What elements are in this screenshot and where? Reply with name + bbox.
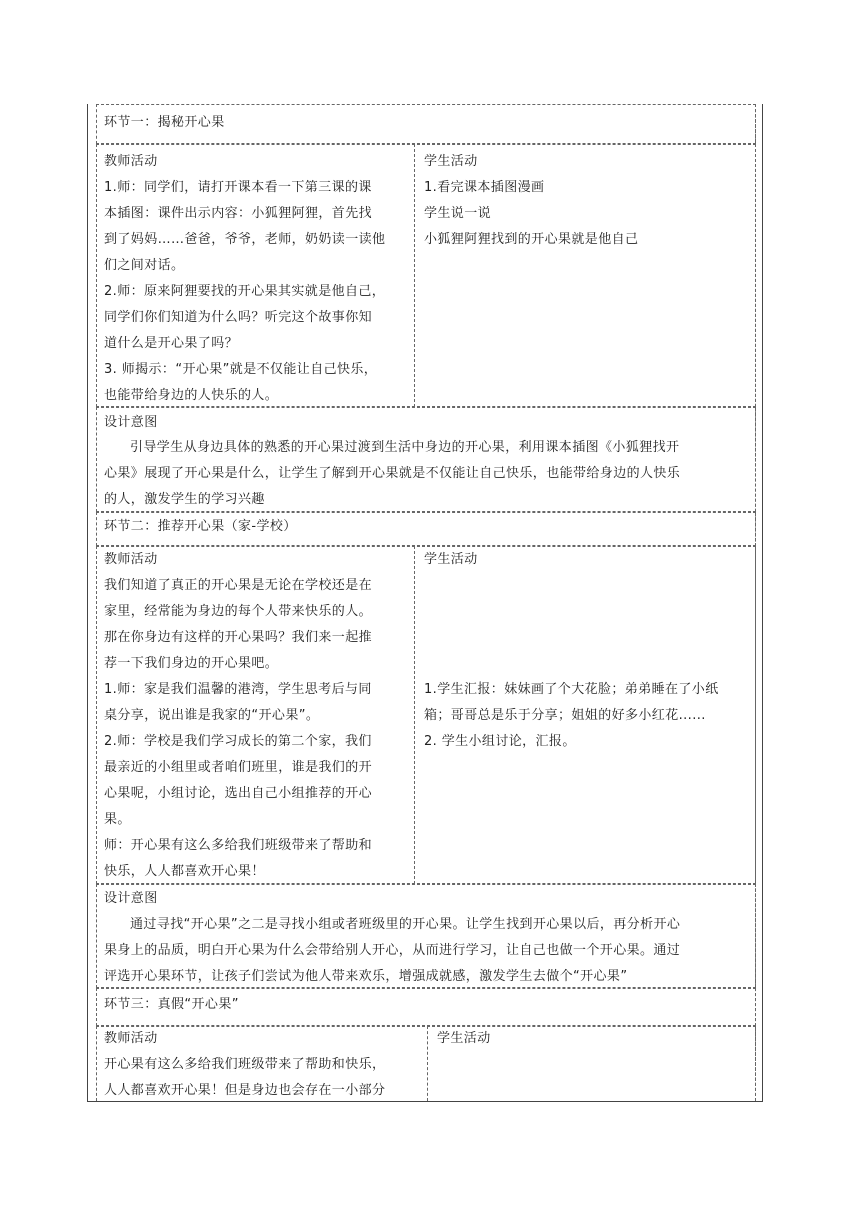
section2-title: 环节二：推荐开心果（家-学校） <box>104 519 297 534</box>
section3-teacher-header: 教师活动 <box>104 1031 158 1046</box>
section3-title: 环节三：真假“开心果” <box>104 997 239 1012</box>
section2-teacher-header: 教师活动 <box>104 552 158 567</box>
section2-student-header: 学生活动 <box>424 552 478 567</box>
section2-design-header: 设计意图 <box>104 891 158 906</box>
section1-teacher-header: 教师活动 <box>104 154 158 169</box>
section3-student-header: 学生活动 <box>437 1031 491 1046</box>
section1-design-header: 设计意图 <box>104 415 158 430</box>
section1-student-header: 学生活动 <box>424 154 478 169</box>
section2-column-divider <box>414 546 415 884</box>
section1-column-divider <box>414 144 415 407</box>
lesson-table: 环节一：揭秘开心果 教师活动 1.师：同学们，请打开课本看一下第三课的课 本插图：课件出示内容：小狐狸阿狸，首先找 到了妈妈……爸爸，爷爷，老师，奶奶读一读他 们之间对话。 2.师：原来阿狸要找的开心果其实就是他自己， 同学们你们知道为什么吗？听完这个故事你知 道什么是开心果了吗？ 3. 师揭示：“开心果”就是不仅能让自己快乐， 也能带给身边的人快乐的人。 学生活动 1.看完课本插图漫画 学生说一说 小狐狸阿狸找到的开心果就是他自己 设计意图 引导学生从身边具体的熟悉的开心果过渡到生活中身边的开心果，利用课本插图《小狐狸找开 心果》展现了开心果是什么，让学生了解到开心果就是不仅能让自己快乐，也能带给身边的人快乐 的人，激发学生的学习兴趣 环节二：推荐开心果（家-学校） 教师活动 我们知道了真正的开心果是无论在学校还是在 家里，经常能为身边的每个人带来快乐的人。 那在你身边有这样的开心果吗？我们来一起推 荐一下我们身边的开心果吧。 1.师：家是我们温馨的港湾，学生思考后与同 桌分享，说出谁是我家的“开心果”。 2.师：学校是我们学习成长的第二个家，我们 最亲近的小组里或者咱们班里，谁是我们的开 心果呢，小组讨论，选出自己小组推荐的开心 果。 师：开心果有这么多给我们班级带来了帮助和 快乐，人人都喜欢开心果！ 学生活动 1.学生汇报：妹妹画了个大花脸；弟弟睡在了小纸 箱；哥哥总是乐于分享；姐姐的好多小红花...... 2. 学生小组讨论，汇报。 设计意图 通过寻找“开心果”之二是寻找小组或者班级里的开心果。让学生找到开心果以后，再分析开心 果身上的品质，明白开心果为什么会带给别人开心，从而进行学习，让自己也做一个开心果。通过 评选开心果环节，让孩子们尝试为他人带来欢乐，增强成就感，激发学生去做个“开心果” 环节三：真假“开心果” 教师活动 开心果有这么多给我们班级带来了帮助和快乐， 人人都喜欢开心果！但是身边也会存在一小部分 学生活动 <box>87 104 763 1102</box>
section1-title: 环节一：揭秘开心果 <box>104 115 225 130</box>
section3-column-divider <box>427 1026 428 1101</box>
